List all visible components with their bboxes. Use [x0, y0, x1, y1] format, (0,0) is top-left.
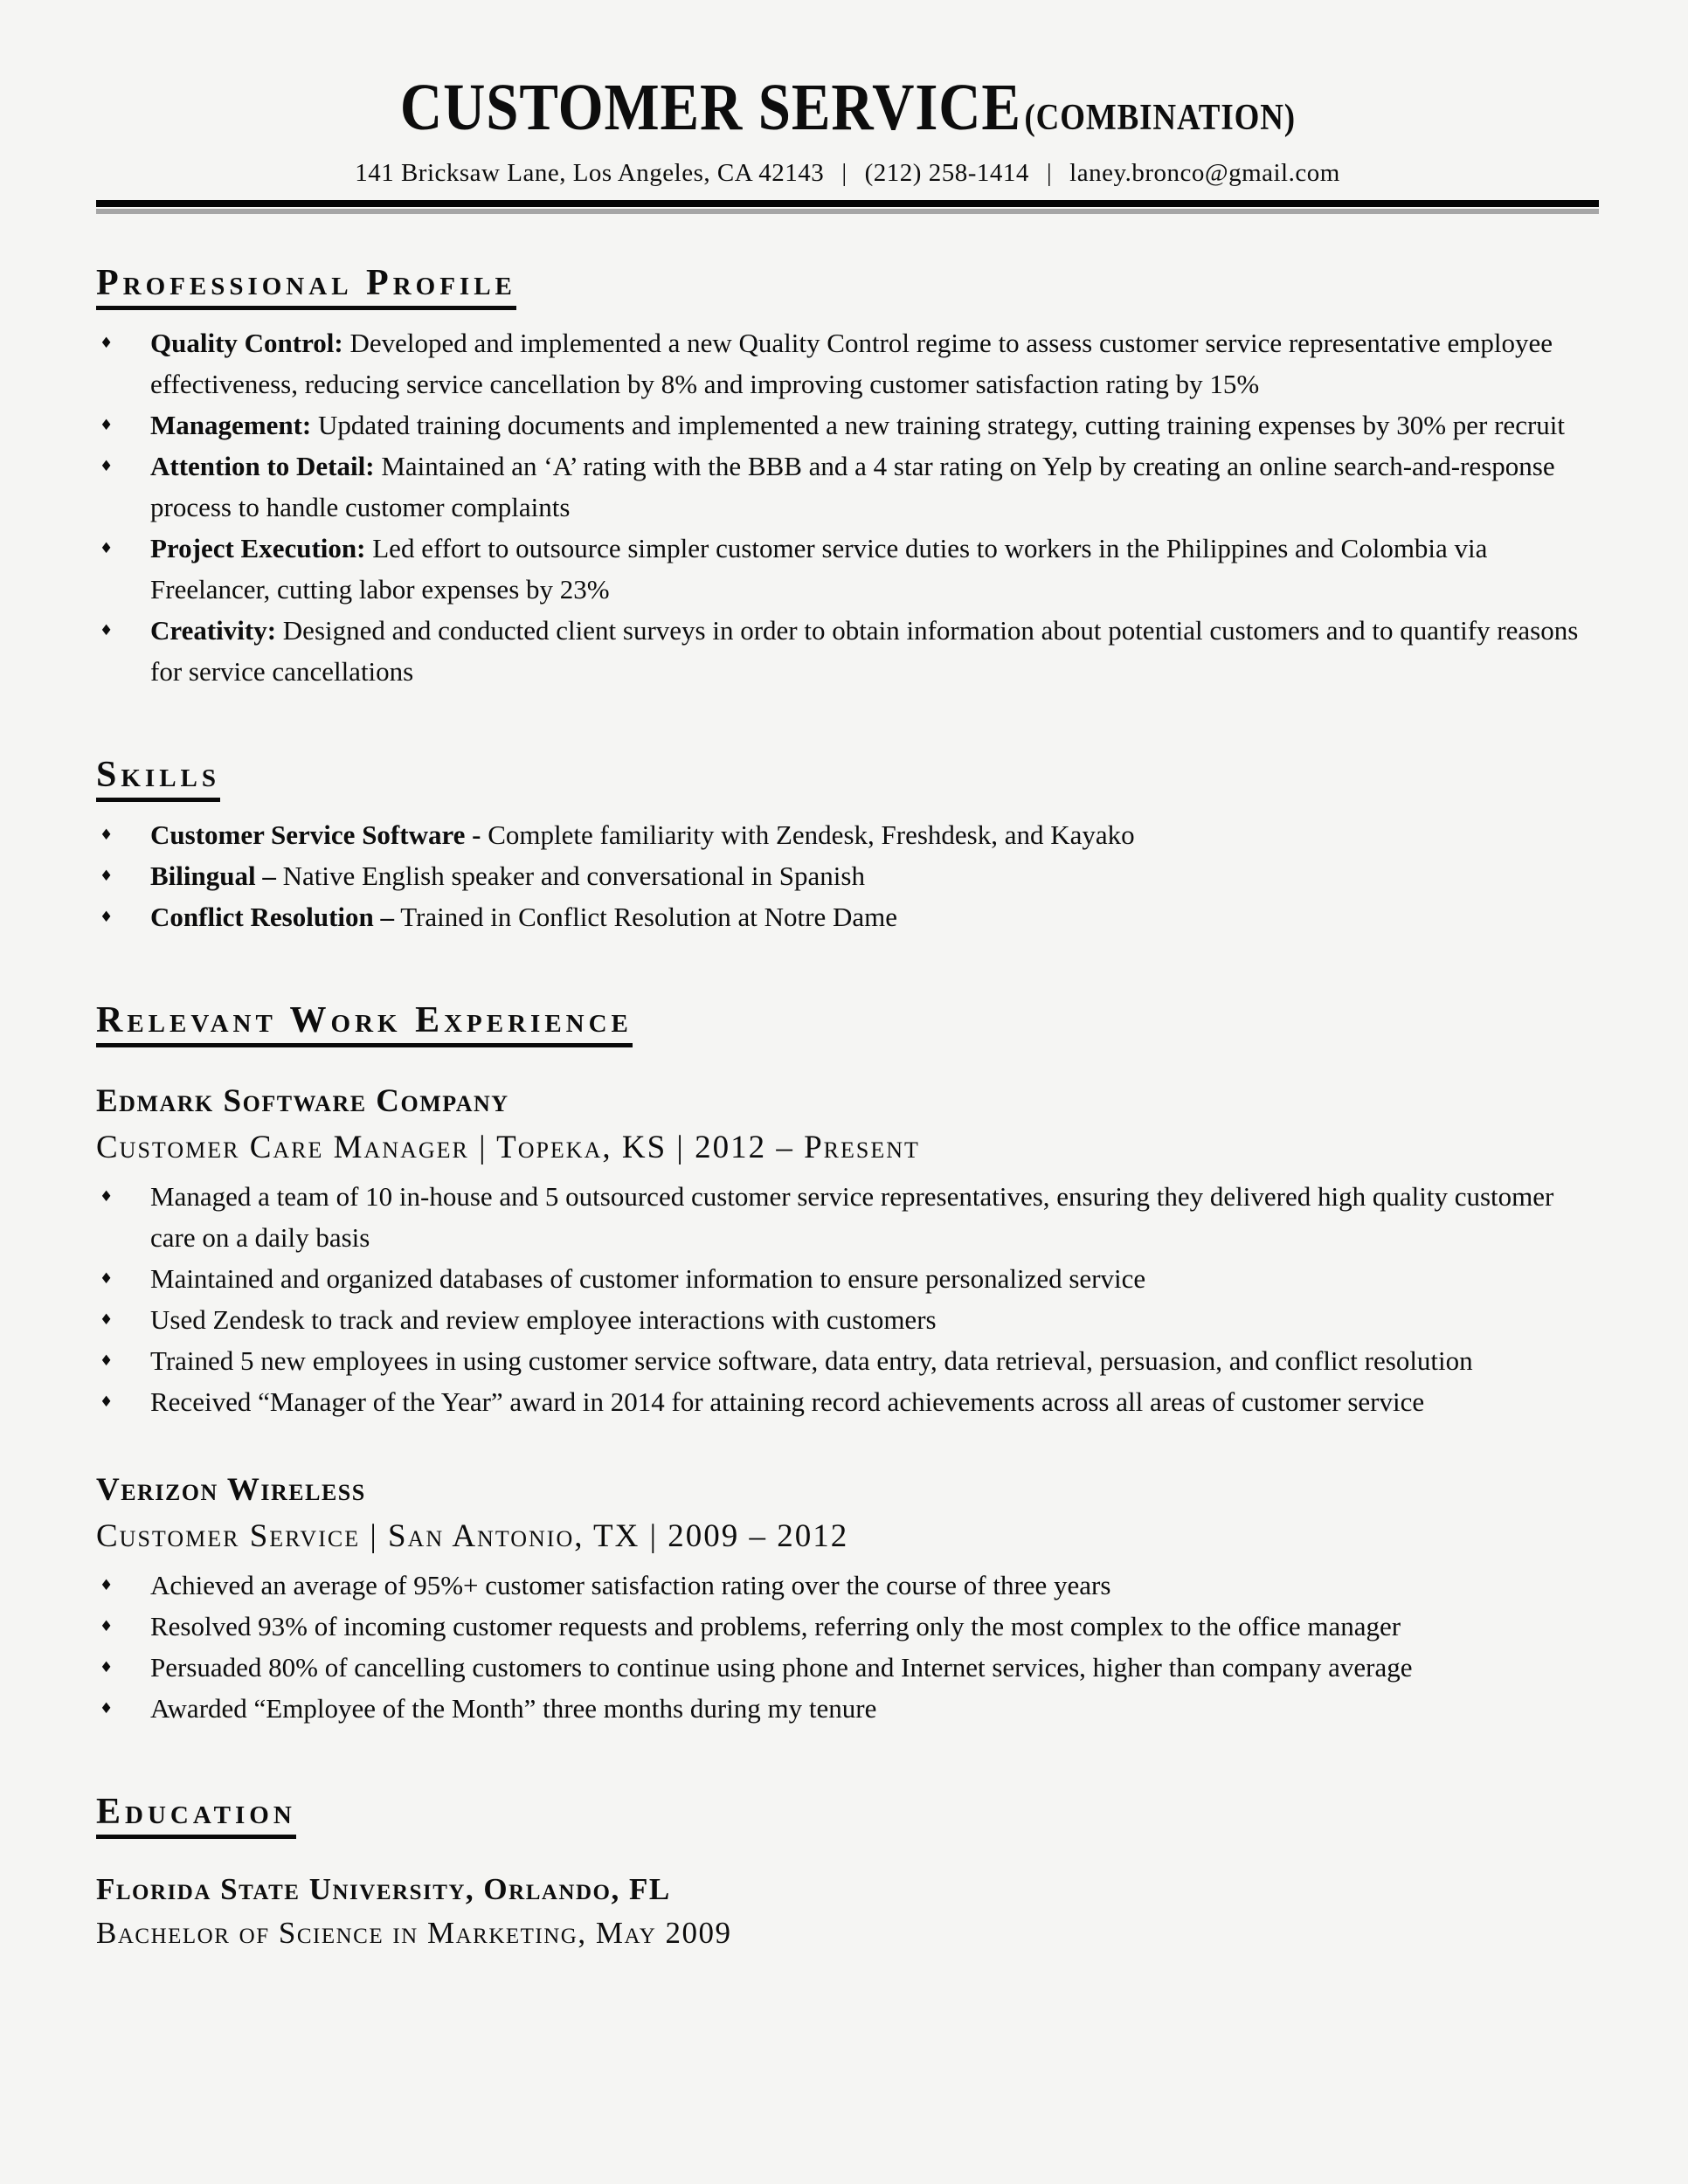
- list-item: [96, 1258, 1599, 1299]
- job-verizon: [96, 1471, 1599, 1729]
- bullet-lead: Project Execution:: [150, 532, 366, 563]
- contact-address: 141 Bricksaw Lane, Los Angeles, CA 42143: [355, 158, 825, 187]
- list-item: [96, 1381, 1599, 1422]
- education-school: Florida State University, Orlando, FL: [96, 1872, 671, 1907]
- bullet-text: Resolved 93% of incoming customer requests and problems, referring only the most complex to the office manager: [150, 1610, 1401, 1641]
- page-title: [399, 73, 1295, 143]
- list-item: [96, 446, 1599, 528]
- bullet-text: Native English speaker and conversational in Spanish: [275, 860, 865, 892]
- bullet-lead: Bilingual –: [150, 860, 276, 892]
- section-skills: [96, 755, 1599, 937]
- bullet-text: Trained in Conflict Resolution at Notre Dame: [394, 902, 898, 933]
- header-rule-gray: [96, 209, 1599, 214]
- professional-profile-heading: Professional Profile: [96, 263, 516, 310]
- job-edmark: [96, 1082, 1599, 1422]
- job-meta-line: Customer Care Manager | Topeka, KS | 2012 – Present: [96, 1129, 920, 1165]
- bullet-lead: Attention to Detail:: [150, 450, 375, 481]
- list-item: [96, 1176, 1599, 1258]
- bullet-text: Maintained an ‘A’ rating with the BBB and a 4 star rating on Yelp by creating an online search-and-response process to handle customer complaints: [150, 450, 1555, 522]
- contact-separator: |: [1046, 158, 1053, 187]
- list-item: [96, 404, 1599, 446]
- experience-heading: Relevant Work Experience: [96, 1000, 633, 1047]
- contact-email: laney.bronco@gmail.com: [1069, 158, 1340, 187]
- bullet-text: Trained 5 new employees in using customer service software, data entry, data retrieval, persuasion, and conflict resolution: [150, 1345, 1473, 1377]
- bullet-lead: Conflict Resolution –: [150, 902, 394, 933]
- list-item: [96, 1688, 1599, 1729]
- education-degree: Bachelor of Science in Marketing, May 2009: [96, 1915, 732, 1950]
- education-heading: Education: [96, 1792, 296, 1839]
- page-title-suffix: (COMBINATION): [1024, 98, 1296, 138]
- job-company-name: Edmark Software Company: [96, 1083, 509, 1120]
- bullet-text: Managed a team of 10 in-house and 5 outsourced customer service representatives, ensuring they delivered high quality customer care on a daily basis: [150, 1181, 1554, 1254]
- list-item: [96, 322, 1599, 404]
- contact-line: [96, 159, 1599, 188]
- bullet-text: Awarded “Employee of the Month” three months during my tenure: [150, 1692, 877, 1724]
- list-item: [96, 814, 1599, 855]
- resume-header: [96, 73, 1599, 214]
- job-company-name: Verizon Wireless: [96, 1472, 366, 1509]
- list-item: [96, 1606, 1599, 1647]
- list-item: [96, 528, 1599, 610]
- page-title-text: CUSTOMER SERVICE: [399, 71, 1021, 144]
- section-experience: [96, 1000, 1599, 1729]
- bullet-text: Designed and conducted client surveys in order to obtain information about potential customers and to quantify reasons for service cancellations: [150, 614, 1579, 687]
- bullet-lead: Quality Control:: [150, 327, 343, 358]
- job-meta-line: Customer Service | San Antonio, TX | 2009 – 2012: [96, 1517, 849, 1554]
- list-item: [96, 1565, 1599, 1606]
- list-item: [96, 896, 1599, 937]
- professional-profile-list: [96, 322, 1599, 692]
- bullet-lead: Management:: [150, 409, 312, 440]
- bullet-text: Used Zendesk to track and review employee interactions with customers: [150, 1304, 937, 1336]
- bullet-text: Maintained and organized databases of customer information to ensure personalized service: [150, 1263, 1146, 1295]
- bullet-text: Led effort to outsource simpler customer service duties to workers in the Philippines and Colombia via Freelancer, cutting labor expenses by 23%: [150, 532, 1488, 605]
- bullet-lead: Creativity:: [150, 614, 277, 646]
- bullet-text: Updated training documents and implemented a new training strategy, cutting training expenses by 30% per recruit: [311, 409, 1565, 440]
- list-item: [96, 610, 1599, 692]
- job-bullet-list: [96, 1176, 1599, 1422]
- bullet-lead: Customer Service Software -: [150, 819, 481, 851]
- contact-phone: (212) 258-1414: [864, 158, 1029, 187]
- skills-heading: Skills: [96, 755, 220, 802]
- header-rule-black: [96, 200, 1599, 207]
- bullet-text: Received “Manager of the Year” award in 2014 for attaining record achievements across all areas of customer service: [150, 1386, 1425, 1418]
- job-bullet-list: [96, 1565, 1599, 1729]
- list-item: [96, 1299, 1599, 1340]
- section-professional-profile: [96, 263, 1599, 692]
- list-item: [96, 1647, 1599, 1688]
- skills-list: [96, 814, 1599, 937]
- bullet-text: Complete familiarity with Zendesk, Freshdesk, and Kayako: [481, 819, 1135, 851]
- bullet-text: Achieved an average of 95%+ customer satisfaction rating over the course of three years: [150, 1569, 1111, 1600]
- list-item: [96, 855, 1599, 896]
- contact-separator: |: [841, 158, 847, 187]
- bullet-text: Persuaded 80% of cancelling customers to continue using phone and Internet services, higher than company average: [150, 1651, 1413, 1683]
- list-item: [96, 1340, 1599, 1381]
- section-education: [96, 1792, 1599, 1952]
- bullet-text: Developed and implemented a new Quality Control regime to assess customer service representative employee effectiveness, reducing service cancellation by 8% and improving customer satisfaction rating by 15%: [150, 327, 1553, 399]
